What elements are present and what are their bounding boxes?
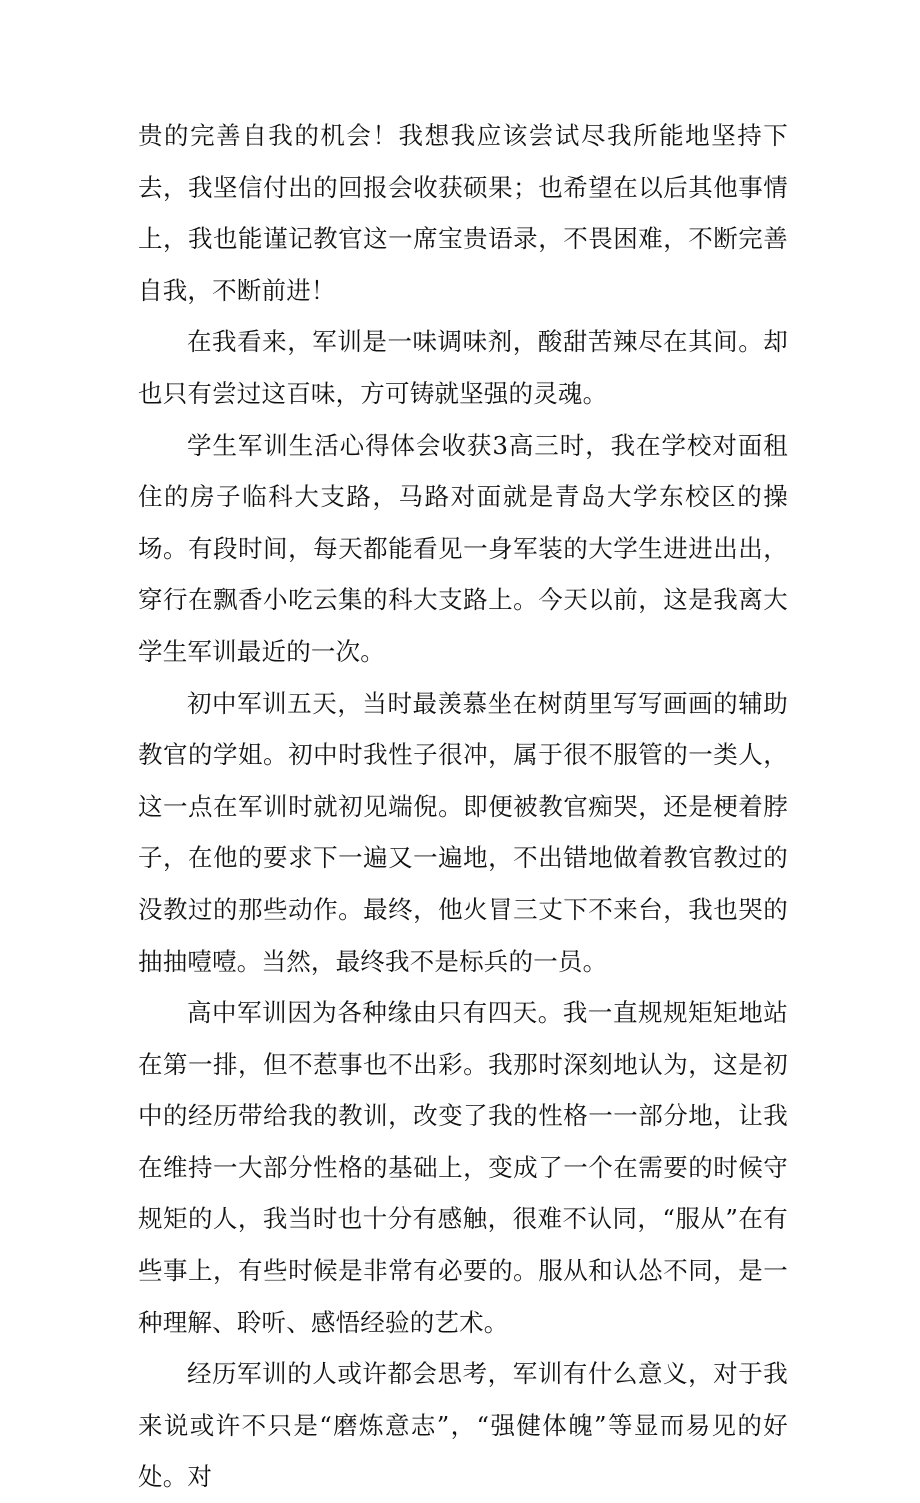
document-page [138, 110, 788, 1503]
paragraph-3: 学生军训生活心得体会收获3高三时，我在学校对面租住的房子临科大支路，马路对面就是青岛大学东校区的操场。有段时间，每天都能看见一身军装的大学生进进出出，穿行在飘香小吃云集的科大支路上。今天以前，这是我离大学生军训最近的一次。 [138, 430, 788, 666]
paragraph-5: 高中军训因为各种缘由只有四天。我一直规规矩矩地站在第一排，但不惹事也不出彩。我那时深刻地认为，这是初中的经历带给我的教训，改变了我的性格一一部分地，让我在维持一大部分性格的基础上，变成了一个在需要的时候守规矩的人，我当时也十分有感触，很难不认同，“服从”在有些事上，有些时候是非常有必要的。服从和认怂不同，是一种理解、聆听、感悟经验的艺术。 [138, 998, 788, 1337]
paragraph-6: 经历军训的人或许都会思考，军训有什么意义，对于我来说或许不只是“磨炼意志”，“强健体魄”等显而易见的好处。对 [138, 1359, 788, 1492]
paragraph-2: 在我看来，军训是一味调味剂，酸甜苦辣尽在其间。却也只有尝过这百味，方可铸就坚强的灵魂。 [138, 327, 788, 408]
paragraph-1: 贵的完善自我的机会！我想我应该尝试尽我所能地坚持下去，我坚信付出的回报会收获硕果；也希望在以后其他事情上，我也能谨记教官这一席宝贵语录，不畏困难，不断完善自我，不断前进！ [138, 121, 788, 305]
paragraph-4: 初中军训五天，当时最羡慕坐在树荫里写写画画的辅助教官的学姐。初中时我性子很冲，属于很不服管的一类人，这一点在军训时就初见端倪。即便被教官痴哭，还是梗着脖子，在他的要求下一遍又一遍地，不出错地做着教官教过的没教过的那些动作。最终，他火冒三丈下不来台，我也哭的抽抽噎噎。当然，最终我不是标兵的一员。 [138, 688, 788, 976]
